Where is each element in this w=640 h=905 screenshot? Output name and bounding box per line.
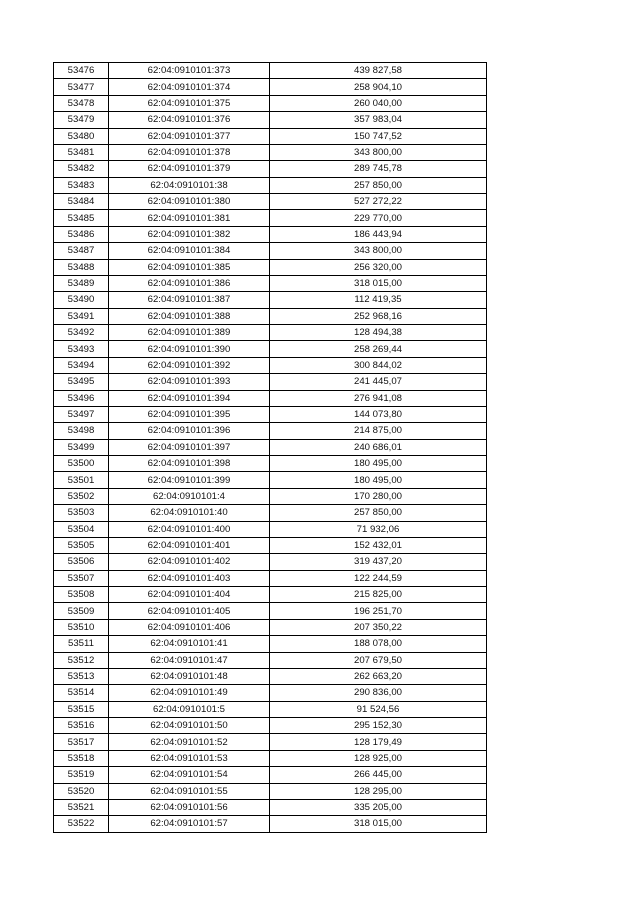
- cadastral-number-cell: 62:04:0910101:375: [109, 95, 270, 111]
- table-row: [54, 439, 487, 455]
- value-cell: 128 925,00: [270, 750, 487, 766]
- value-cell: 122 244,59: [270, 570, 487, 586]
- row-number-cell: 53510: [54, 619, 109, 635]
- table-row: [54, 243, 487, 259]
- table-row: [54, 161, 487, 177]
- cadastral-number-cell: 62:04:0910101:50: [109, 718, 270, 734]
- cadastral-number-cell: 62:04:0910101:399: [109, 472, 270, 488]
- value-cell: 180 495,00: [270, 456, 487, 472]
- value-cell: 214 875,00: [270, 423, 487, 439]
- row-number-cell: 53514: [54, 685, 109, 701]
- cadastral-number-cell: 62:04:0910101:390: [109, 341, 270, 357]
- value-cell: 180 495,00: [270, 472, 487, 488]
- cadastral-number-cell: 62:04:0910101:378: [109, 144, 270, 160]
- value-cell: 215 825,00: [270, 587, 487, 603]
- table-row: [54, 767, 487, 783]
- table-row: [54, 95, 487, 111]
- row-number-cell: 53482: [54, 161, 109, 177]
- value-cell: 260 040,00: [270, 95, 487, 111]
- row-number-cell: 53485: [54, 210, 109, 226]
- row-number-cell: 53494: [54, 357, 109, 373]
- value-cell: 252 968,16: [270, 308, 487, 324]
- row-number-cell: 53490: [54, 292, 109, 308]
- table-row: [54, 554, 487, 570]
- table-row: [54, 308, 487, 324]
- row-number-cell: 53521: [54, 799, 109, 815]
- value-cell: 527 272,22: [270, 194, 487, 210]
- table-row: [54, 79, 487, 95]
- row-number-cell: 53503: [54, 505, 109, 521]
- row-number-cell: 53501: [54, 472, 109, 488]
- table-row: [54, 210, 487, 226]
- row-number-cell: 53491: [54, 308, 109, 324]
- table-row: [54, 226, 487, 242]
- table-row: [54, 406, 487, 422]
- value-cell: 258 269,44: [270, 341, 487, 357]
- value-cell: 256 320,00: [270, 259, 487, 275]
- cadastral-number-cell: 62:04:0910101:53: [109, 750, 270, 766]
- table-row: [54, 357, 487, 373]
- value-cell: 262 663,20: [270, 668, 487, 684]
- table-row: [54, 505, 487, 521]
- cadastral-number-cell: 62:04:0910101:401: [109, 537, 270, 553]
- row-number-cell: 53511: [54, 636, 109, 652]
- value-cell: 241 445,07: [270, 374, 487, 390]
- table-row: [54, 472, 487, 488]
- cadastral-number-cell: 62:04:0910101:57: [109, 816, 270, 832]
- cadastral-number-cell: 62:04:0910101:47: [109, 652, 270, 668]
- row-number-cell: 53516: [54, 718, 109, 734]
- cadastral-number-cell: 62:04:0910101:373: [109, 63, 270, 79]
- value-cell: 318 015,00: [270, 816, 487, 832]
- table-row: [54, 652, 487, 668]
- value-cell: 91 524,56: [270, 701, 487, 717]
- cadastral-number-cell: 62:04:0910101:406: [109, 619, 270, 635]
- table-row: [54, 816, 487, 832]
- cadastral-number-cell: 62:04:0910101:397: [109, 439, 270, 455]
- cadastral-number-cell: 62:04:0910101:4: [109, 488, 270, 504]
- cadastral-number-cell: 62:04:0910101:404: [109, 587, 270, 603]
- table-row: [54, 587, 487, 603]
- row-number-cell: 53493: [54, 341, 109, 357]
- row-number-cell: 53506: [54, 554, 109, 570]
- cadastral-number-cell: 62:04:0910101:41: [109, 636, 270, 652]
- table-row: [54, 488, 487, 504]
- table-row: [54, 799, 487, 815]
- row-number-cell: 53487: [54, 243, 109, 259]
- cadastral-number-cell: 62:04:0910101:55: [109, 783, 270, 799]
- table-row: [54, 374, 487, 390]
- cadastral-number-cell: 62:04:0910101:380: [109, 194, 270, 210]
- table-row: [54, 275, 487, 291]
- value-cell: 207 679,50: [270, 652, 487, 668]
- value-cell: 276 941,08: [270, 390, 487, 406]
- table-row: [54, 325, 487, 341]
- table-row: [54, 194, 487, 210]
- table-row: [54, 112, 487, 128]
- row-number-cell: 53484: [54, 194, 109, 210]
- value-cell: 343 800,00: [270, 144, 487, 160]
- row-number-cell: 53519: [54, 767, 109, 783]
- row-number-cell: 53495: [54, 374, 109, 390]
- row-number-cell: 53509: [54, 603, 109, 619]
- value-cell: 335 205,00: [270, 799, 487, 815]
- row-number-cell: 53515: [54, 701, 109, 717]
- value-cell: 207 350,22: [270, 619, 487, 635]
- cadastral-number-cell: 62:04:0910101:385: [109, 259, 270, 275]
- value-cell: 300 844,02: [270, 357, 487, 373]
- cadastral-number-cell: 62:04:0910101:384: [109, 243, 270, 259]
- table-row: [54, 128, 487, 144]
- table-row: [54, 685, 487, 701]
- row-number-cell: 53508: [54, 587, 109, 603]
- value-cell: 289 745,78: [270, 161, 487, 177]
- value-cell: 257 850,00: [270, 505, 487, 521]
- cadastral-number-cell: 62:04:0910101:400: [109, 521, 270, 537]
- row-number-cell: 53499: [54, 439, 109, 455]
- value-cell: 112 419,35: [270, 292, 487, 308]
- row-number-cell: 53486: [54, 226, 109, 242]
- row-number-cell: 53477: [54, 79, 109, 95]
- row-number-cell: 53497: [54, 406, 109, 422]
- cadastral-number-cell: 62:04:0910101:382: [109, 226, 270, 242]
- value-cell: 229 770,00: [270, 210, 487, 226]
- table-row: [54, 144, 487, 160]
- cadastral-number-cell: 62:04:0910101:40: [109, 505, 270, 521]
- cadastral-number-cell: 62:04:0910101:388: [109, 308, 270, 324]
- value-cell: 295 152,30: [270, 718, 487, 734]
- value-cell: 319 437,20: [270, 554, 487, 570]
- cadastral-number-cell: 62:04:0910101:396: [109, 423, 270, 439]
- table-row: [54, 423, 487, 439]
- cadastral-number-cell: 62:04:0910101:376: [109, 112, 270, 128]
- cadastral-number-cell: 62:04:0910101:49: [109, 685, 270, 701]
- table-row: [54, 259, 487, 275]
- table-row: [54, 521, 487, 537]
- row-number-cell: 53518: [54, 750, 109, 766]
- cadastral-number-cell: 62:04:0910101:52: [109, 734, 270, 750]
- value-cell: 258 904,10: [270, 79, 487, 95]
- value-cell: 290 836,00: [270, 685, 487, 701]
- row-number-cell: 53522: [54, 816, 109, 832]
- row-number-cell: 53492: [54, 325, 109, 341]
- table-row: [54, 636, 487, 652]
- cadastral-number-cell: 62:04:0910101:386: [109, 275, 270, 291]
- table-row: [54, 701, 487, 717]
- cadastral-number-cell: 62:04:0910101:374: [109, 79, 270, 95]
- value-cell: 128 494,38: [270, 325, 487, 341]
- table-row: [54, 390, 487, 406]
- table-row: [54, 570, 487, 586]
- cadastral-number-cell: 62:04:0910101:377: [109, 128, 270, 144]
- table-body: [54, 63, 487, 833]
- table-row: [54, 619, 487, 635]
- value-cell: 188 078,00: [270, 636, 487, 652]
- value-cell: 318 015,00: [270, 275, 487, 291]
- table-row: [54, 718, 487, 734]
- cadastral-number-cell: 62:04:0910101:56: [109, 799, 270, 815]
- cadastral-value-table: [53, 62, 487, 833]
- row-number-cell: 53500: [54, 456, 109, 472]
- cadastral-number-cell: 62:04:0910101:395: [109, 406, 270, 422]
- cadastral-number-cell: 62:04:0910101:402: [109, 554, 270, 570]
- cadastral-number-cell: 62:04:0910101:392: [109, 357, 270, 373]
- row-number-cell: 53478: [54, 95, 109, 111]
- cadastral-number-cell: 62:04:0910101:389: [109, 325, 270, 341]
- row-number-cell: 53489: [54, 275, 109, 291]
- cadastral-number-cell: 62:04:0910101:381: [109, 210, 270, 226]
- table-row: [54, 537, 487, 553]
- row-number-cell: 53517: [54, 734, 109, 750]
- cadastral-number-cell: 62:04:0910101:393: [109, 374, 270, 390]
- value-cell: 196 251,70: [270, 603, 487, 619]
- row-number-cell: 53498: [54, 423, 109, 439]
- value-cell: 357 983,04: [270, 112, 487, 128]
- row-number-cell: 53513: [54, 668, 109, 684]
- row-number-cell: 53507: [54, 570, 109, 586]
- cadastral-number-cell: 62:04:0910101:38: [109, 177, 270, 193]
- value-cell: 71 932,06: [270, 521, 487, 537]
- table-row: [54, 177, 487, 193]
- row-number-cell: 53483: [54, 177, 109, 193]
- cadastral-number-cell: 62:04:0910101:54: [109, 767, 270, 783]
- value-cell: 266 445,00: [270, 767, 487, 783]
- row-number-cell: 53476: [54, 63, 109, 79]
- row-number-cell: 53520: [54, 783, 109, 799]
- table-row: [54, 292, 487, 308]
- value-cell: 186 443,94: [270, 226, 487, 242]
- value-cell: 439 827,58: [270, 63, 487, 79]
- row-number-cell: 53505: [54, 537, 109, 553]
- cadastral-number-cell: 62:04:0910101:405: [109, 603, 270, 619]
- table-row: [54, 341, 487, 357]
- cadastral-number-cell: 62:04:0910101:387: [109, 292, 270, 308]
- cadastral-number-cell: 62:04:0910101:403: [109, 570, 270, 586]
- cadastral-number-cell: 62:04:0910101:379: [109, 161, 270, 177]
- value-cell: 152 432,01: [270, 537, 487, 553]
- row-number-cell: 53488: [54, 259, 109, 275]
- cadastral-number-cell: 62:04:0910101:5: [109, 701, 270, 717]
- table-row: [54, 456, 487, 472]
- cadastral-number-cell: 62:04:0910101:394: [109, 390, 270, 406]
- table-row: [54, 603, 487, 619]
- table-row: [54, 750, 487, 766]
- value-cell: 128 295,00: [270, 783, 487, 799]
- value-cell: 128 179,49: [270, 734, 487, 750]
- table-row: [54, 734, 487, 750]
- cadastral-number-cell: 62:04:0910101:48: [109, 668, 270, 684]
- table-row: [54, 783, 487, 799]
- row-number-cell: 53479: [54, 112, 109, 128]
- value-cell: 150 747,52: [270, 128, 487, 144]
- row-number-cell: 53481: [54, 144, 109, 160]
- value-cell: 170 280,00: [270, 488, 487, 504]
- row-number-cell: 53496: [54, 390, 109, 406]
- value-cell: 257 850,00: [270, 177, 487, 193]
- value-cell: 343 800,00: [270, 243, 487, 259]
- value-cell: 240 686,01: [270, 439, 487, 455]
- row-number-cell: 53502: [54, 488, 109, 504]
- row-number-cell: 53480: [54, 128, 109, 144]
- row-number-cell: 53504: [54, 521, 109, 537]
- row-number-cell: 53512: [54, 652, 109, 668]
- table-row: [54, 668, 487, 684]
- table-row: [54, 63, 487, 79]
- value-cell: 144 073,80: [270, 406, 487, 422]
- cadastral-number-cell: 62:04:0910101:398: [109, 456, 270, 472]
